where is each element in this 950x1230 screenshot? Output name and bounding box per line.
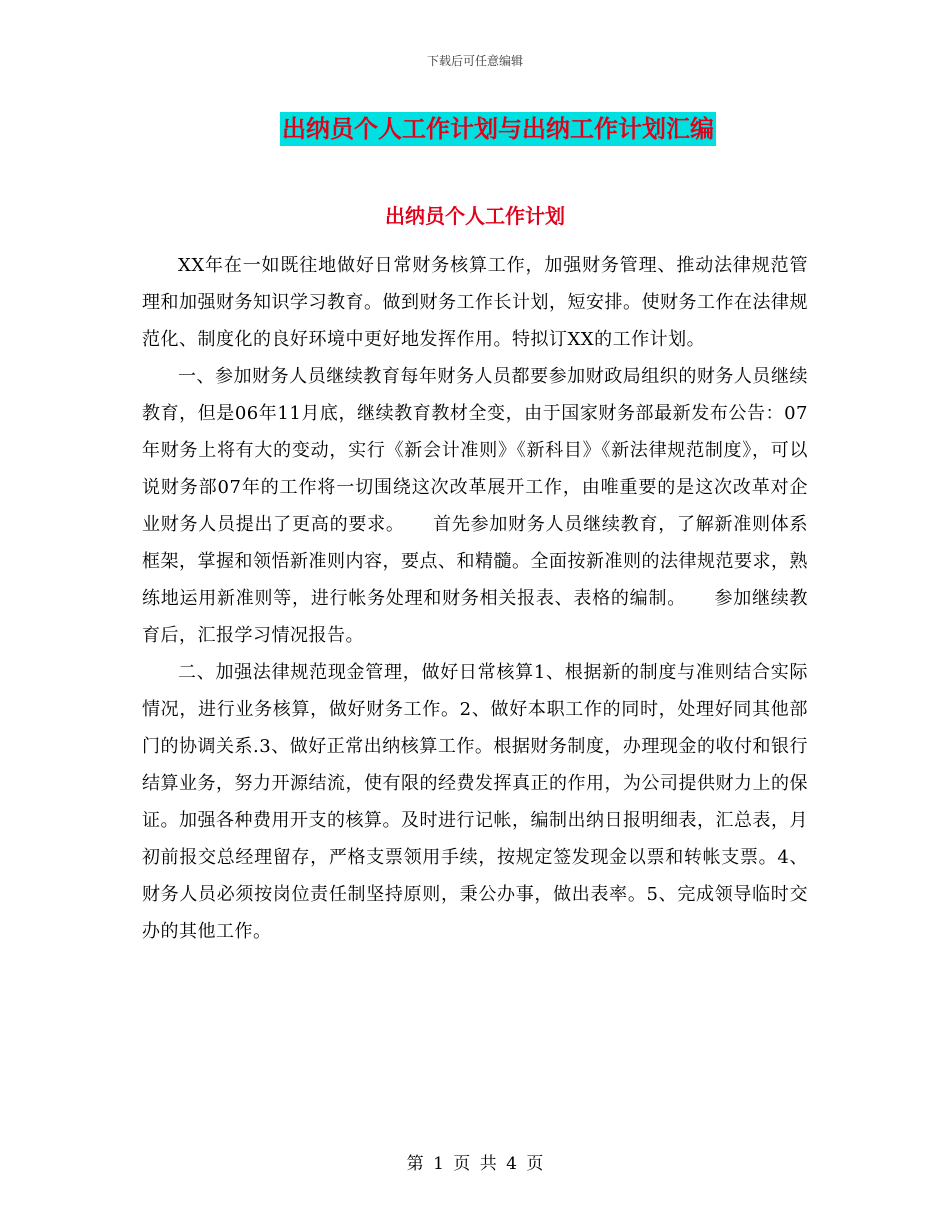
- document-body: [142, 247, 808, 950]
- main-title-container: [0, 112, 950, 146]
- page-header-note: 下载后可任意编辑: [426, 54, 523, 68]
- paragraph-section-1: 一、参加财务人员继续教育每年财务人员都要参加财政局组织的财务人员继续教育，但是06年11月底，继续教育教材全变，由于国家财务部最新发布公告：07年财务上将有大的变动，实行《新会计准则》《新科目》《新法律规范制度》，可以说财务部07年的工作将一切围绕这次改革展开工作，由唯重要的是这次改革对企业财务人员提出了更高的要求。 首先参加财务人员继续教育，了解新准则体系框架，掌握和领悟新准则内容，要点、和精髓。全面按新准则的法律规范要求，熟练地运用新准则等，进行帐务处理和财务相关报表、表格的编制。 参加继续教育后，汇报学习情况报告。: [142, 366, 808, 646]
- section-title: 出纳员个人工作计划: [385, 204, 565, 228]
- main-title: 出纳员个人工作计划与出纳工作计划汇编: [280, 112, 716, 146]
- paragraph-intro: XX年在一如既往地做好日常财务核算工作，加强财务管理、推动法律规范管理和加强财务知识学习教育。做到财务工作长计划，短安排。使财务工作在法律规范化、制度化的良好环境中更好地发挥作用。特拟订XX的工作计划。: [142, 255, 808, 350]
- paragraph-section-2: 二、加强法律规范现金管理，做好日常核算1、根据新的制度与准则结合实际情况，进行业务核算，做好财务工作。2、做好本职工作的同时，处理好同其他部门的协调关系.3、做好正常出纳核算工作。根据财务制度，办理现金的收付和银行结算业务，努力开源结流，使有限的经费发挥真正的作用，为公司提供财力上的保证。加强各种费用开支的核算。及时进行记帐，编制出纳日报明细表，汇总表，月初前报交总经理留存，严格支票领用手续，按规定签发现金以票和转帐支票。4、财务人员必须按岗位责任制坚持原则，秉公办事，做出表率。5、完成领导临时交办的其他工作。: [142, 662, 808, 942]
- page-number-footer: 第 1 页 共 4 页: [406, 1154, 544, 1174]
